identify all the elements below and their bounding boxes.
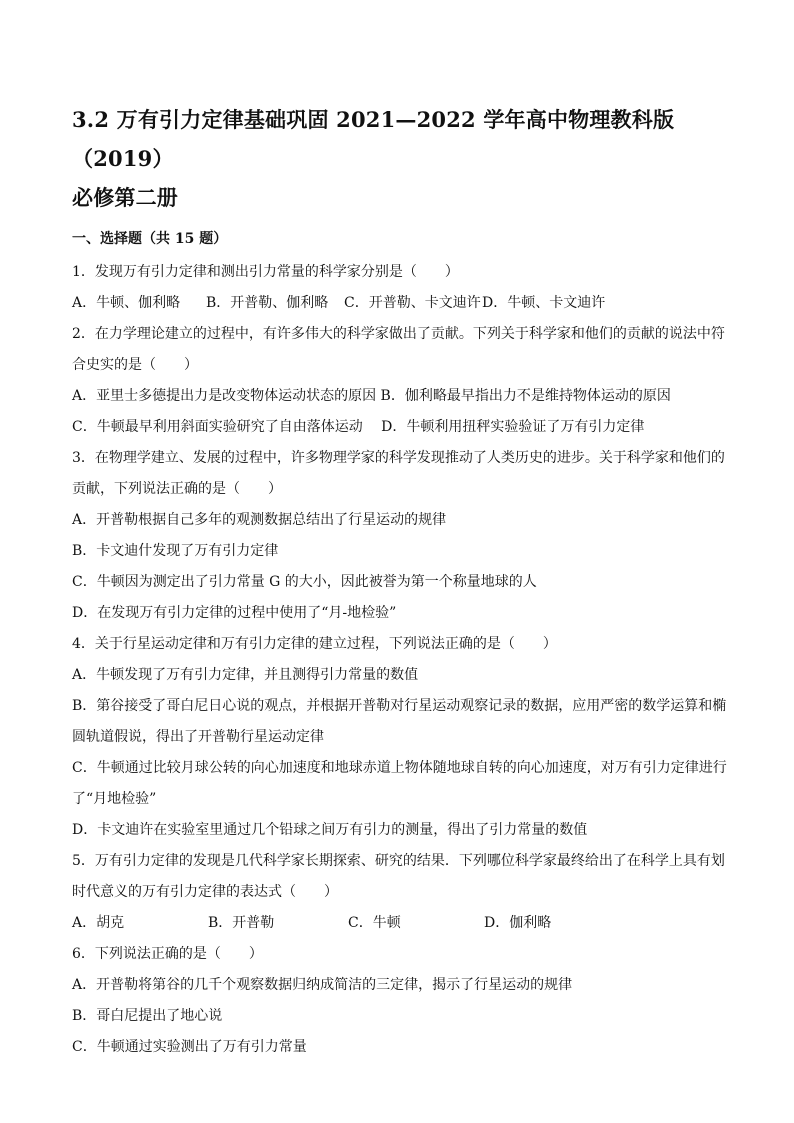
- question-3-option-a: A．开普勒根据自己多年的观测数据总结出了行星运动的规律: [72, 512, 447, 528]
- section-heading: 一、选择题（共 15 题）: [72, 231, 228, 247]
- question-3-stem-line-2: 贡献，下列说法正确的是（ ）: [72, 481, 282, 497]
- question-1-options: [72, 288, 722, 319]
- question-5-stem-line-1: 5．万有引力定律的发现是几代科学家长期探索、研究的结果．下列哪位科学家最终给出了在科学上具有划: [72, 853, 725, 869]
- question-6-option-a: A．开普勒将第谷的几千个观察数据归纳成简洁的三定律，揭示了行星运动的规律: [72, 977, 573, 993]
- question-3-option-c: C．牛顿因为测定出了引力常量 G 的大小，因此被誉为第一个称量地球的人: [72, 574, 537, 590]
- question-5-options: [72, 908, 722, 939]
- worksheet-page: [72, 100, 727, 1063]
- question-2-options-ab: A．亚里士多德提出力是改变物体运动状态的原因 B．伽利略最早指出力不是维持物体运动的原因: [72, 388, 671, 404]
- question-2-stem-line-1: 2．在力学理论建立的过程中，有许多伟大的科学家做出了贡献。下列关于科学家和他们的贡献的说法中符: [72, 326, 725, 342]
- question-2-options-cd: C．牛顿最早利用斜面实验研究了自由落体运动 D．牛顿利用扭秤实验验证了万有引力定律: [72, 419, 645, 435]
- question-3-stem-line-1: 3．在物理学建立、发展的过程中，许多物理学家的科学发现推动了人类历史的进步。关于科学家和他们的: [72, 450, 725, 466]
- question-5-option-a: A．胡克: [72, 915, 125, 931]
- question-2-stem-line-2: 合史实的是（ ）: [72, 357, 198, 373]
- question-4-option-b-line-1: B．第谷接受了哥白尼日心说的观点，并根据开普勒对行星运动观察记录的数据，应用严密的数学运算和椭: [72, 698, 727, 714]
- question-1-stem: 1．发现万有引力定律和测出引力常量的科学家分别是（ ）: [72, 264, 459, 280]
- question-6-stem: 6．下列说法正确的是（ ）: [72, 946, 263, 962]
- question-4-option-a: A．牛顿发现了万有引力定律，并且测得引力常量的数值: [72, 667, 419, 683]
- question-1-option-a: A．牛顿、伽利略: [72, 295, 181, 311]
- question-6-option-c: C．牛顿通过实验测出了万有引力常量: [72, 1039, 307, 1055]
- question-4-stem: 4．关于行星运动定律和万有引力定律的建立过程，下列说法正确的是（ ）: [72, 636, 557, 652]
- question-1-option-d: D．牛顿、卡文迪许: [482, 295, 606, 311]
- question-4-option-b-line-2: 圆轨道假说，得出了开普勒行星运动定律: [72, 729, 324, 745]
- question-1-option-b: B．开普勒、伽利略: [206, 295, 329, 311]
- question-3-option-b: B．卡文迪什发现了万有引力定律: [72, 543, 279, 559]
- question-1-option-c: C．开普勒、卡文迪许: [344, 295, 481, 311]
- question-4-option-c-line-1: C．牛顿通过比较月球公转的向心加速度和地球赤道上物体随地球自转的向心加速度，对万有引力定律进行: [72, 760, 727, 776]
- document-title-line-1: 3.2 万有引力定律基础巩固 2021—2022 学年高中物理教科版（2019）: [72, 107, 675, 171]
- question-5-option-c: C．牛顿: [348, 915, 401, 931]
- question-3-option-d: D．在发现万有引力定律的过程中使用了“月-地检验”: [72, 605, 397, 621]
- question-5-option-d: D．伽利略: [484, 915, 552, 931]
- document-title-line-2: 必修第二册: [72, 185, 178, 210]
- question-5-option-b: B．开普勒: [208, 915, 275, 931]
- question-4-option-d: D．卡文迪许在实验室里通过几个铅球之间万有引力的测量，得出了引力常量的数值: [72, 822, 588, 838]
- question-5-stem-line-2: 时代意义的万有引力定律的表达式（ ）: [72, 884, 338, 900]
- question-6-option-b: B．哥白尼提出了地心说: [72, 1008, 223, 1024]
- question-4-option-c-line-2: 了“月地检验”: [72, 791, 157, 807]
